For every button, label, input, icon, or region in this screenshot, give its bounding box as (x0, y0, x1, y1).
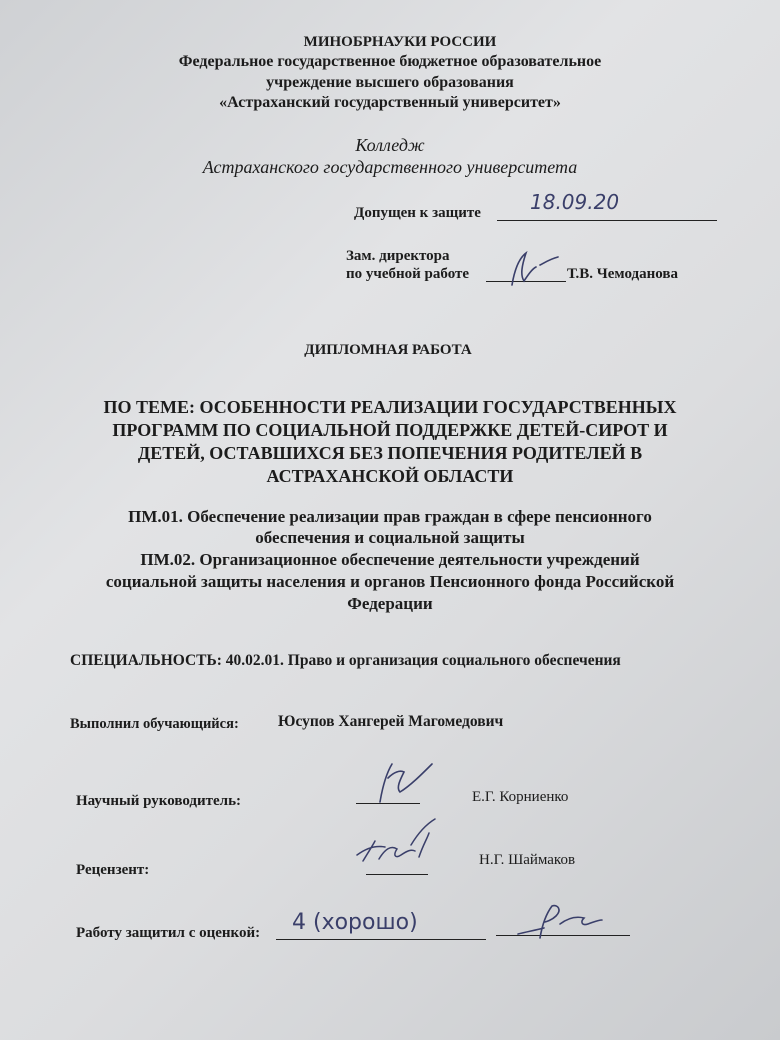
deputy-name: Т.В. Чемоданова (567, 266, 678, 282)
student-name: Юсупов Хангерей Магомедович (278, 713, 504, 730)
topic-line-4: АСТРАХАНСКОЙ ОБЛАСТИ (266, 466, 514, 486)
grade-line (276, 939, 486, 940)
topic-line-2: ПРОГРАММ ПО СОЦИАЛЬНОЙ ПОДДЕРЖКЕ ДЕТЕЙ-СИРОТ И (112, 420, 668, 440)
institution-line-1: Федеральное государственное бюджетное образовательное (178, 53, 602, 70)
supervisor-signature (360, 752, 440, 807)
grade-handwritten: 4 (хорошо) (292, 910, 418, 935)
defense-label: Работу защитил с оценкой: (76, 925, 261, 941)
student-label: Выполнил обучающийся: (70, 716, 239, 732)
specialty: СПЕЦИАЛЬНОСТЬ: 40.02.01. Право и организация социального обеспечения (70, 652, 621, 669)
reviewer-label: Рецензент: (76, 862, 150, 878)
topic-line-3: ДЕТЕЙ, ОСТАВШИХСЯ БЕЗ ПОПЕЧЕНИЯ РОДИТЕЛЕЙ В (137, 443, 643, 463)
deputy-label-line-1: Зам. директора (346, 248, 450, 264)
defense-signature (510, 898, 610, 943)
reviewer-signature (345, 815, 445, 880)
institution-line-2: учреждение высшего образования (266, 74, 514, 91)
university-name: «Астраханский государственный университет» (219, 94, 561, 111)
deputy-signature (500, 245, 570, 290)
college-line-1: Колледж (355, 135, 425, 155)
pm01-line-1: ПМ.01. Обеспечение реализации прав граждан в сфере пенсионного (128, 507, 652, 526)
admission-label: Допущен к защите (354, 205, 481, 221)
admission-date-line (497, 220, 717, 221)
supervisor-name: Е.Г. Корниенко (472, 789, 569, 805)
reviewer-name: Н.Г. Шаймаков (479, 852, 576, 868)
ministry-name: МИНОБРНАУКИ РОССИИ (303, 34, 497, 50)
pm02-line-2: социальной защиты населения и органов Пенсионного фонда Российской (105, 572, 675, 591)
pm01-line-2: обеспечения и социальной защиты (255, 528, 525, 547)
work-type: ДИПЛОМНАЯ РАБОТА (304, 342, 472, 358)
college-line-2: Астраханского государственного университета (202, 157, 578, 177)
deputy-label-line-2: по учебной работе (346, 266, 470, 282)
supervisor-label: Научный руководитель: (76, 793, 241, 809)
pm02-line-3: Федерации (347, 594, 433, 613)
topic-line-1: ПО ТЕМЕ: ОСОБЕННОСТИ РЕАЛИЗАЦИИ ГОСУДАРСТВЕННЫХ (103, 397, 677, 417)
admission-date-handwritten: 18.09.20 (530, 190, 620, 214)
pm02-line-1: ПМ.02. Организационное обеспечение деятельности учреждений (140, 550, 640, 569)
